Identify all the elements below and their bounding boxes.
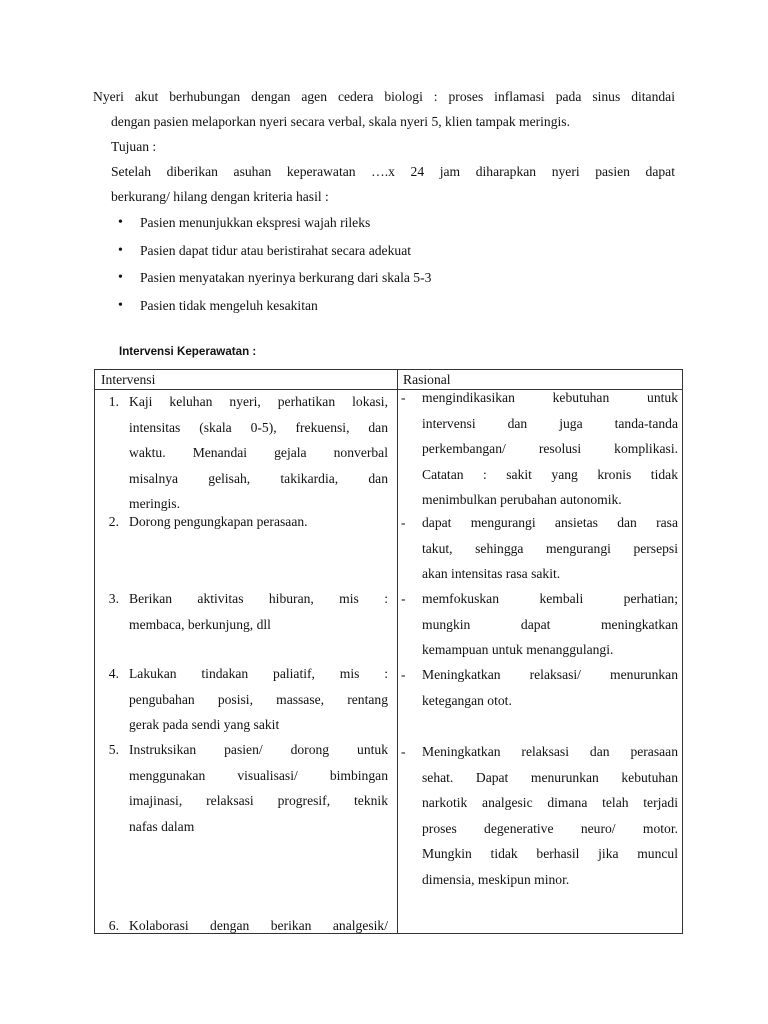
rationale-text-line: takut, sehingga mengurangi persepsi [422,540,678,556]
rationale-dash: - [401,390,406,405]
rationale-text-line: dimensia, meskipun minor. [422,871,570,887]
rationale-text-line: memfokuskan kembali perhatian; [422,591,678,606]
intervention-text-line: nafas dalam [129,818,195,834]
intervention-text-line: waktu. Menandai gejala nonverbal [129,445,388,460]
tujuan-label: Tujuan : [111,139,157,154]
rationale-text-line: kemampuan untuk menanggulangi. [422,642,614,657]
rationale-text-line: proses degenerative neuro/ motor. [422,820,678,836]
rationale-text-line: intervensi dan juga tanda-tanda [422,415,678,431]
intervention-number: 3. [108,591,119,606]
criteria-item: • Pasien tidak mengeluh kesakitan [118,292,698,320]
intervention-text-line: membaca, berkunjung, dll [129,616,271,632]
rationale-text-line: menimbulkan perubahan autonomik. [422,492,622,507]
criteria-item: • Pasien menunjukkan ekspresi wajah rileks [118,209,698,237]
rationale-dash: - [401,515,406,530]
column-divider [397,370,398,933]
rationale-text-line: mengindikasikan kebutuhan untuk [422,390,678,405]
intervention-number: 4. [108,666,119,681]
intervention-text-line: meringis. [129,496,180,511]
rationale-text-line: Meningkatkan relaksasi dan perasaan [422,744,678,759]
intervention-text-line: Dorong pengungkapan perasaan. [129,514,308,529]
rationale-text-line: dapat mengurangi ansietas dan rasa [422,515,678,530]
intervensi-heading: Intervensi Keperawatan : [119,345,257,358]
rationale-text-line: narkotik analgesic dimana telah terjadi [422,795,678,810]
rationale-text-line: Meningkatkan relaksasi/ menurunkan [422,667,678,682]
intervention-number: 5. [108,742,119,757]
tujuan-line-1: Setelah diberikan asuhan keperawatan ….x 24 jam diharapkan nyeri pasien dapat [111,164,675,179]
rationale-text-line: ketegangan otot. [422,692,512,708]
intervention-text-line: pengubahan posisi, massase, rentang [129,691,388,707]
intervention-text-line: Berikan aktivitas hiburan, mis : [129,591,388,606]
diagnosis-line-1: Nyeri akut berhubungan dengan agen cedera biologi : proses inflamasi pada sinus ditandai [93,89,675,104]
criteria-list [118,209,698,319]
tujuan-line-2: berkurang/ hilang dengan kriteria hasil : [111,189,329,204]
diagnosis-line-2: dengan pasien melaporkan nyeri secara verbal, skala nyeri 5, klien tampak meringis. [111,114,570,129]
rationale-dash: - [401,591,406,606]
intervention-number: 1. [108,394,119,409]
intervention-text-line: imajinasi, relaksasi progresif, teknik [129,793,388,808]
rationale-text-line: akan intensitas rasa sakit. [422,566,561,581]
intervention-text-line: intensitas (skala 0-5), frekuensi, dan [129,419,388,435]
header-rasional: Rasional [403,372,451,387]
intervention-text-line: Lakukan tindakan paliatif, mis : [129,666,388,681]
intervention-text-line: Kolaborasi dengan berikan analgesik/ [129,918,388,933]
rationale-text-line: Catatan : sakit yang kronis tidak [422,466,678,482]
header-intervensi: Intervensi [101,372,156,387]
rationale-dash: - [401,744,406,759]
intervention-number: 2. [108,514,119,529]
rationale-dash: - [401,667,406,682]
rationale-text-line: sehat. Dapat menurunkan kebutuhan [422,769,678,785]
intervention-text-line: Instruksikan pasien/ dorong untuk [129,742,388,757]
criteria-item: • Pasien menyatakan nyerinya berkurang dari skala 5-3 [118,264,698,292]
intervention-text-line: menggunakan visualisasi/ bimbingan [129,767,388,783]
intervention-text-line: Kaji keluhan nyeri, perhatikan lokasi, [129,394,388,409]
intervention-number: 6. [108,918,119,933]
intervention-text-line: misalnya gelisah, takikardia, dan [129,470,388,486]
rationale-text-line: perkembangan/ resolusi komplikasi. [422,441,678,456]
rationale-text-line: Mungkin tidak berhasil jika muncul [422,846,678,861]
rationale-text-line: mungkin dapat meningkatkan [422,616,678,632]
intervention-table [94,369,683,934]
criteria-item: • Pasien dapat tidur atau beristirahat secara adekuat [118,237,698,265]
intervention-text-line: gerak pada sendi yang sakit [129,717,280,732]
